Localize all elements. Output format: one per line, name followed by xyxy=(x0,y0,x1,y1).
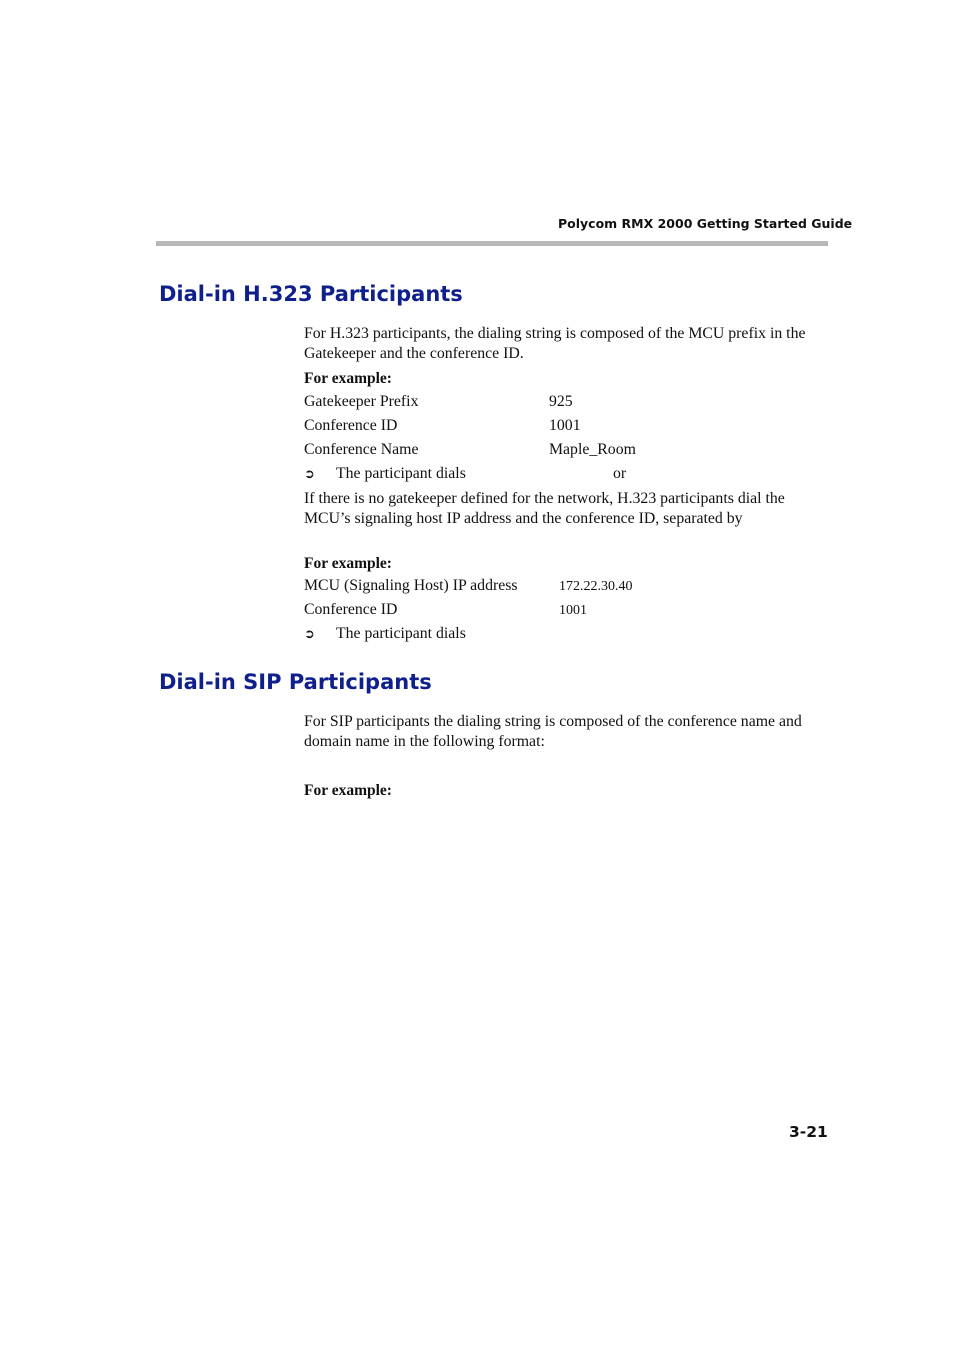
mcu-ip-label: MCU (Signaling Host) IP address xyxy=(304,577,518,594)
header-rule xyxy=(156,241,828,246)
conference-name-value: Maple_Room xyxy=(549,441,636,458)
section-heading-sip: Dial-in SIP Participants xyxy=(159,670,432,694)
h323-intro-paragraph: For H.323 participants, the dialing string is composed of the MCU prefix in the Gatekeeper and the conference ID. xyxy=(304,325,806,362)
section-heading-h323: Dial-in H.323 Participants xyxy=(159,282,463,306)
gatekeeper-prefix-label: Gatekeeper Prefix xyxy=(304,393,419,410)
participant-dials-or: or xyxy=(613,465,627,482)
participant-dials-text-2: The participant dials xyxy=(336,625,466,642)
conference-name-label: Conference Name xyxy=(304,441,419,458)
mcu-ip-value: 172.22.30.40 xyxy=(559,579,633,594)
no-gatekeeper-paragraph: If there is no gatekeeper defined for the network, H.323 participants dial the MCU’s signaling host IP address and the conference ID, separated by xyxy=(304,490,785,527)
arrow-bullet-icon: ➲ xyxy=(304,467,315,482)
arrow-bullet-icon-2: ➲ xyxy=(304,627,315,642)
participant-dials-text: The participant dials xyxy=(336,465,466,482)
conference-id-label: Conference ID xyxy=(304,417,398,434)
h323-example-label: For example: xyxy=(304,370,392,387)
sip-example-label: For example: xyxy=(304,782,392,799)
conference-id-value: 1001 xyxy=(549,417,581,434)
conference-id-label-2: Conference ID xyxy=(304,601,398,618)
h323-example-label-2: For example: xyxy=(304,555,392,572)
conference-id-value-2: 1001 xyxy=(559,603,587,618)
sip-intro-paragraph: For SIP participants the dialing string is composed of the conference name and domain name in the following format: xyxy=(304,713,802,750)
running-header-title: Polycom RMX 2000 Getting Started Guide xyxy=(558,216,853,231)
page-number: 3-21 xyxy=(789,1123,828,1141)
gatekeeper-prefix-value: 925 xyxy=(549,393,573,410)
